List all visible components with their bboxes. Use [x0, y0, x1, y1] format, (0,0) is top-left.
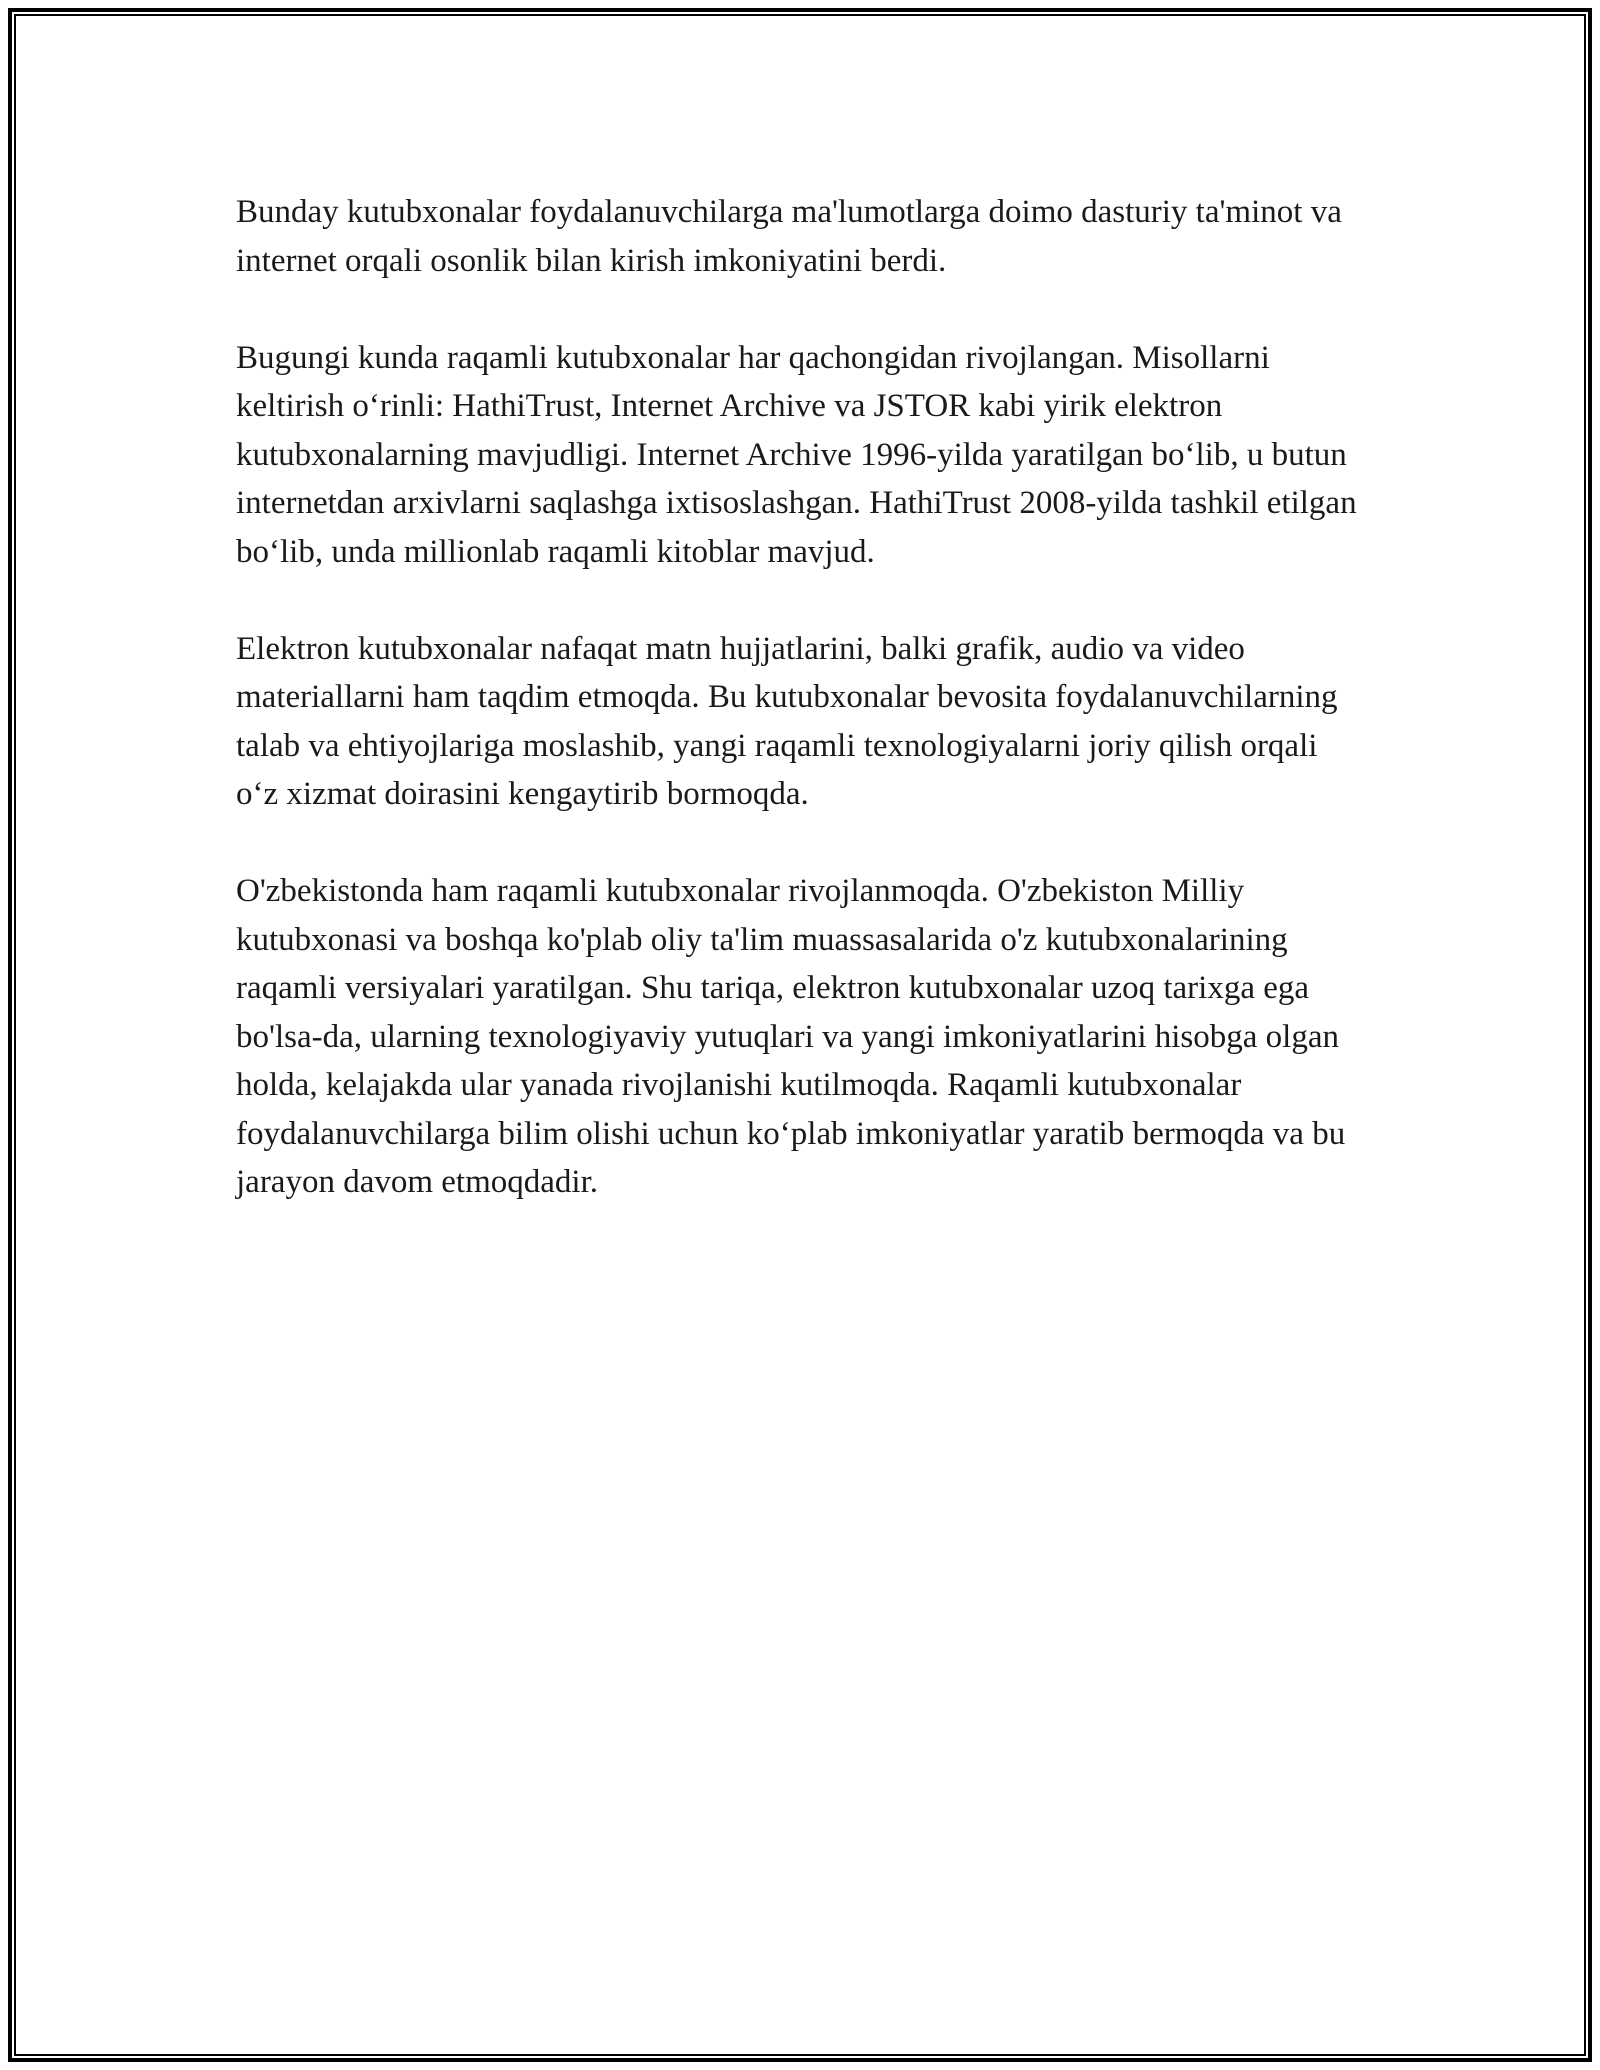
paragraph-2: Bugungi kunda raqamli kutubxonalar har qachongidan rivojlangan. Misollarni keltirish o‘rinli: HathiTrust, Internet Archive va JSTOR kabi yirik elektron kutubxonalarning mavjudligi. Internet Archive 1996-yilda yaratilgan bo‘lib, u butun internetdan arxivlarni saqlashga ixtisoslashgan. HathiTrust 2008-yilda tashkil etilgan bo‘lib, unda millionlab raqamli kitoblar mavjud. — [236, 339, 1357, 570]
paragraph-4: O'zbekistonda ham raqamli kutubxonalar rivojlanmoqda. O'zbekiston Milliy kutubxonasi va boshqa ko'plab oliy ta'lim muassasalarida o'z kutubxonalarining raqamli versiyalari yaratilgan. Shu tariqa, elektron kutubxonalar uzoq tarixga ega bo'lsa-da, ularning texnologiyaviy yutuqlari va yangi imkoniyatlarini hisobga olgan holda, kelajakda ular yanada rivojlanishi kutilmoqda. Raqamli kutubxonalar foydalanuvchilarga bilim olishi uchun ko‘plab imkoniyatlar yaratib bermoqda va bu jarayon davom etmoqdadir. — [236, 873, 1346, 1200]
paragraph-1: Bunday kutubxonalar foydalanuvchilarga ma'lumotlarga doimo dasturiy ta'minot va internet orqali osonlik bilan kirish imkoniyatini berdi. — [236, 194, 1342, 279]
document-body — [236, 188, 1366, 1207]
paragraph-3: Elektron kutubxonalar nafaqat matn hujjatlarini, balki grafik, audio va video materiallarni ham taqdim etmoqda. Bu kutubxonalar bevosita foydalanuvchilarning talab va ehtiyojlariga moslashib, yangi raqamli texnologiyalarni joriy qilish orqali o‘z xizmat doirasini kengaytirib bormoqda. — [236, 630, 1338, 812]
